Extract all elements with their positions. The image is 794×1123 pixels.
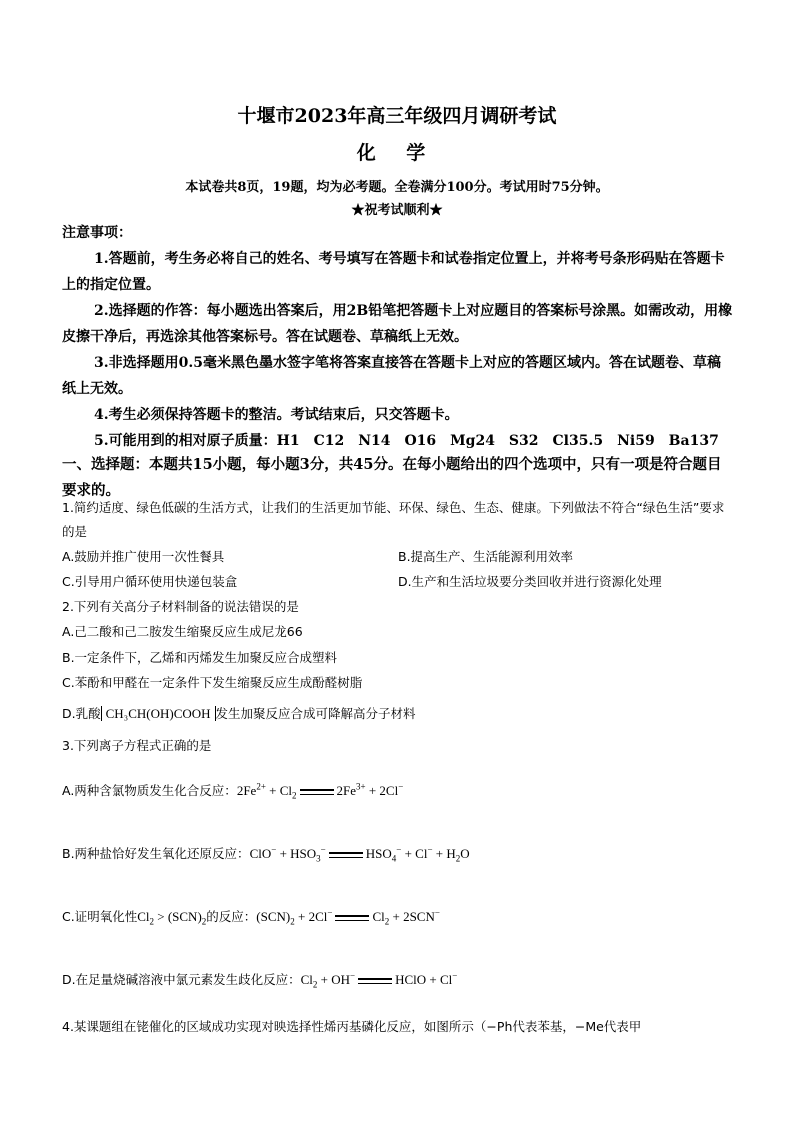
q3-option-c-text2: 的反应：	[206, 909, 257, 924]
q3-option-c	[62, 905, 440, 929]
exam-info: 本试卷共8页，19题，均为必考题。全卷满分100分。考试用时75分钟。	[185, 180, 609, 195]
notice-item-1: 1.答题前，考生务必将自己的姓名、考号填写在答题卡和试卷指定位置上，并将考号条形码贴在答题卡上的指定位置。	[62, 251, 725, 293]
subject-title: 化 学	[356, 142, 438, 164]
q1-option-c: C.引导用户循环使用快递包装盒	[62, 574, 238, 589]
notice-item-2: 2.选择题的作答：每小题选出答案后，用2B铅笔把答题卡上对应题目的答案标号涂黑。如需改动，用橡皮擦干净后，再选涂其他答案标号。答在试题卷、草稿纸上无效。	[62, 303, 733, 345]
q2-option-d-prefix: D.乳酸	[62, 706, 101, 721]
q3-option-a	[62, 779, 403, 803]
notice-item-3: 3.非选择题用0.5毫米黑色墨水签字笔将答案直接答在答题卡上对应的答题区域内。答在试题卷、草稿纸上无效。	[62, 355, 721, 397]
q1-stem: 1.简约适度、绿色低碳的生活方式，让我们的生活更加节能、环保、绿色、生态、健康。下列做法不符合“绿色生活”要求的是	[62, 500, 725, 539]
blessing: ★祝考试顺利★	[351, 203, 443, 218]
q3-option-b	[62, 842, 470, 866]
q3-option-b-text: B.两种盐恰好发生氧化还原反应：	[62, 846, 250, 861]
q3-option-d	[62, 968, 457, 992]
q2-stem: 2.下列有关高分子材料制备的说法错误的是	[62, 599, 299, 614]
q2-option-c: C.苯酚和甲醛在一定条件下发生缩聚反应生成酚醛树脂	[62, 675, 363, 690]
q1-option-d: D.生产和生活垃圾要分类回收并进行资源化处理	[398, 574, 662, 589]
lactic-acid-formula: CH₃CH(OH)COOH	[101, 706, 216, 721]
q3-option-c-text: C.证明氧化性	[62, 909, 138, 924]
q3-option-d-text: D.在足量烧碱溶液中氯元素发生歧化反应：	[62, 972, 301, 987]
q1-option-b: B.提高生产、生活能源利用效率	[398, 549, 574, 564]
exam-title: 十堰市2023年高三年级四月调研考试	[237, 105, 557, 127]
equation-c: $(SCN)_2 + 2Cl^-$ $Cl_2 + 2SCN^-$	[256, 907, 440, 927]
equation-a: $2Fe^{2+} + Cl_2$ $2Fe^{3+} + 2Cl^-$	[236, 781, 404, 801]
q1-option-a: A.鼓励并推广使用一次性餐具	[62, 549, 225, 564]
q2-option-d-suffix: 发生加聚反应合成可降解高分子材料	[215, 706, 416, 721]
equation-b: $ClO^- + HSO_3^-$ $HSO_4^- + Cl^- + H_2O$	[249, 844, 470, 864]
q2-option-b: B.一定条件下，乙烯和丙烯发生加聚反应合成塑料	[62, 650, 338, 665]
oxidizing-comparison: $Cl_2 > (SCN)_2$	[137, 909, 207, 927]
equation-d: $Cl_2 + OH^-$ HClO + Cl−	[300, 970, 458, 990]
notice-item-5: 5.可能用到的相对原子质量：H1 C12 N14 O16 Mg24 S32 Cl35.5 Ni59 Ba137	[94, 433, 719, 449]
q3-option-a-text: A.两种含氯物质发生化合反应：	[62, 783, 237, 798]
q2-option-a: A.己二酸和己二胺发生缩聚反应生成尼龙66	[62, 624, 303, 639]
q4-stem: 4.某课题组在铑催化的区域成功实现对映选择性烯丙基磷化反应，如图所示（−Ph代表苯基，−Me代表甲	[62, 1019, 642, 1034]
notice-heading: 注意事项：	[62, 225, 132, 241]
notice-item-4: 4.考生必须保持答题卡的整洁。考试结束后，只交答题卡。	[94, 407, 459, 423]
q2-option-d	[62, 702, 416, 726]
q3-stem: 3.下列离子方程式正确的是	[62, 738, 212, 753]
section-heading: 一、选择题：本题共15小题，每小题3分，共45分。在每小题给出的四个选项中，只有一项是符合题目要求的。	[62, 456, 722, 499]
